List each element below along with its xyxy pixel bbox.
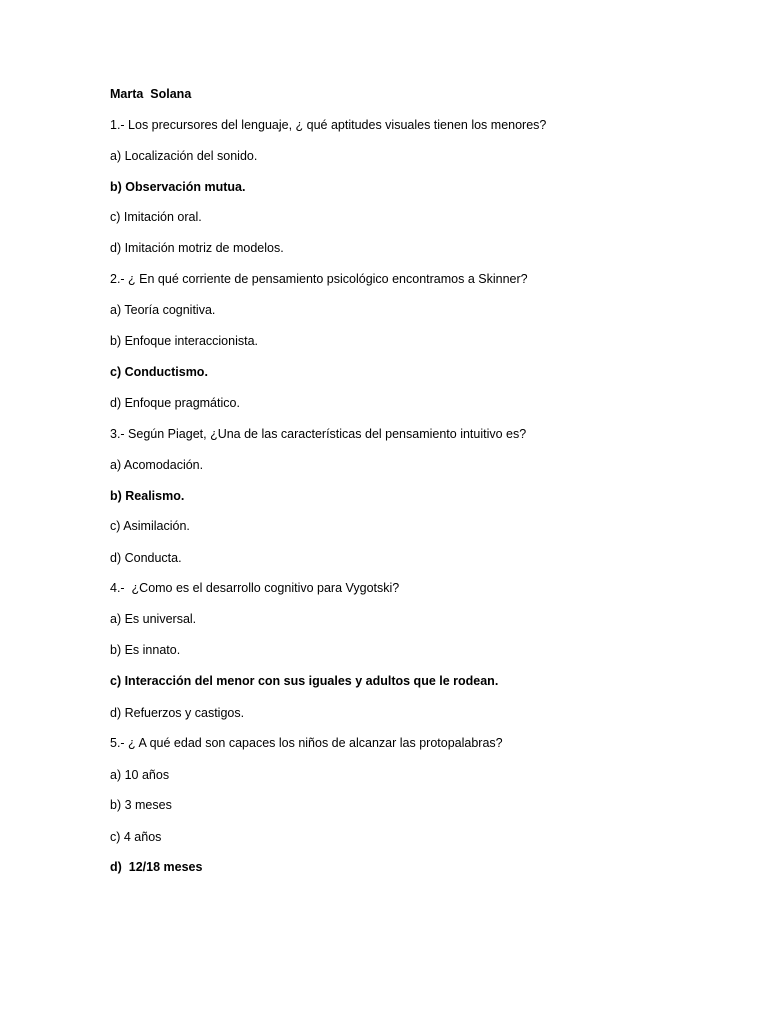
- q3-option-a: a) Acomodación.: [110, 458, 204, 472]
- q2-option-c-answer: c) Conductismo.: [110, 365, 208, 379]
- q4-option-d: d) Refuerzos y castigos.: [110, 706, 245, 720]
- q4-option-a: a) Es universal.: [110, 612, 197, 626]
- q5-option-c: c) 4 años: [110, 830, 162, 844]
- q2-option-b: b) Enfoque interaccionista.: [110, 334, 259, 348]
- q5-option-b: b) 3 meses: [110, 798, 172, 812]
- author-name: Marta Solana: [110, 87, 192, 101]
- q2-option-d: d) Enfoque pragmático.: [110, 396, 240, 410]
- q3-option-c: c) Asimilación.: [110, 519, 190, 533]
- question-3: 3.- Según Piaget, ¿Una de las características del pensamiento intuitivo es?: [110, 427, 527, 441]
- q1-option-d: d) Imitación motriz de modelos.: [110, 241, 284, 255]
- q4-option-c-answer: c) Interacción del menor con sus iguales y adultos que le rodean.: [110, 674, 499, 688]
- q1-option-b-answer: b) Observación mutua.: [110, 180, 246, 194]
- q2-option-a: a) Teoría cognitiva.: [110, 303, 216, 317]
- q5-option-d-answer: d) 12/18 meses: [110, 860, 203, 874]
- q1-option-c: c) Imitación oral.: [110, 210, 202, 224]
- question-2: 2.- ¿ En qué corriente de pensamiento psicológico encontramos a Skinner?: [110, 272, 528, 286]
- q3-option-d: d) Conducta.: [110, 551, 182, 565]
- q5-option-a: a) 10 años: [110, 768, 170, 782]
- question-1: 1.- Los precursores del lenguaje, ¿ qué aptitudes visuales tienen los menores?: [110, 118, 547, 132]
- q3-option-b-answer: b) Realismo.: [110, 489, 185, 503]
- question-5: 5.- ¿ A qué edad son capaces los niños de alcanzar las protopalabras?: [110, 736, 503, 750]
- q4-option-b: b) Es innato.: [110, 643, 181, 657]
- q1-option-a: a) Localización del sonido.: [110, 149, 258, 163]
- question-4: 4.- ¿Como es el desarrollo cognitivo para Vygotski?: [110, 581, 400, 595]
